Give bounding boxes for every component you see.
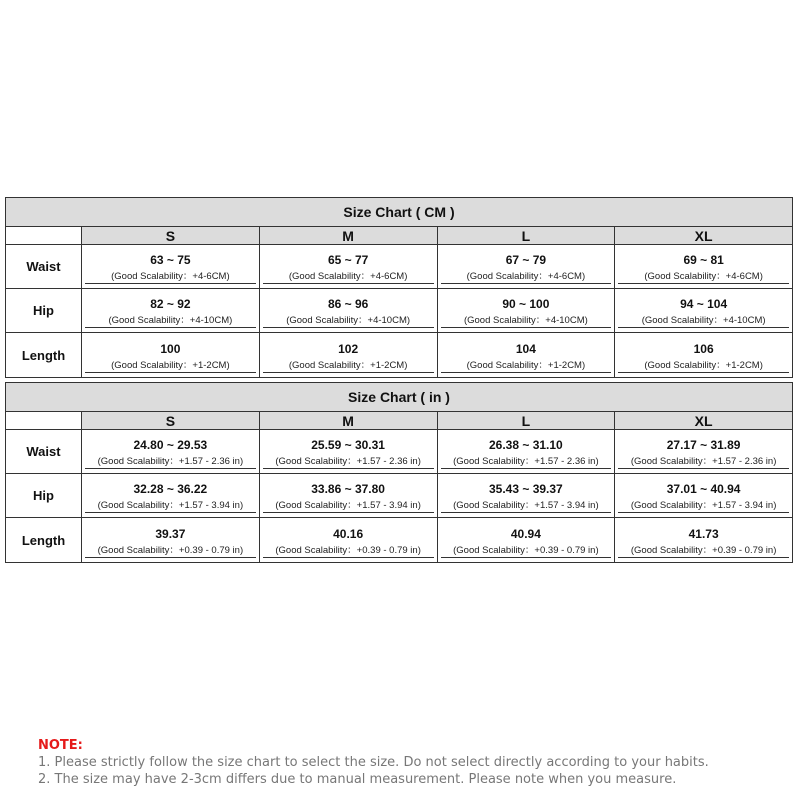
scalability-note: (Good Scalability：+1.57 - 3.94 in)	[97, 500, 244, 511]
cell-content	[618, 342, 789, 373]
measure-value: 27.17 ~ 31.89	[666, 438, 741, 452]
measure-value: 100	[160, 342, 181, 356]
measure-value: 67 ~ 79	[505, 253, 547, 267]
size-cell	[260, 289, 438, 332]
size-cell	[615, 245, 792, 288]
cell-content	[618, 482, 789, 513]
note-line-1: 1. Please strictly follow the size chart to select the size. Do not select directly according to your habits.	[38, 755, 709, 770]
cell-content	[263, 438, 434, 469]
cell-content	[85, 297, 256, 328]
cell-content	[263, 297, 434, 328]
measure-row-waist	[6, 430, 792, 474]
scalability-note: (Good Scalability：+4-10CM)	[286, 315, 411, 326]
scalability-note: (Good Scalability：+4-6CM)	[111, 271, 230, 282]
size-cell	[260, 518, 438, 562]
scalability-note: (Good Scalability：+4-10CM)	[463, 315, 588, 326]
notes-section	[38, 737, 798, 788]
scalability-note: (Good Scalability：+4-10CM)	[641, 315, 766, 326]
cell-content	[85, 482, 256, 513]
cell-content	[85, 527, 256, 558]
row-label: Waist	[6, 430, 82, 473]
size-cell	[260, 474, 438, 517]
size-cell	[438, 245, 616, 288]
measure-value: 82 ~ 92	[150, 297, 191, 311]
scalability-note: (Good Scalability：+4-6CM)	[466, 271, 586, 282]
cell-content	[85, 438, 256, 469]
measure-value: 25.59 ~ 30.31	[311, 438, 385, 452]
size-cell	[82, 474, 260, 517]
cell-content	[618, 438, 789, 469]
cell-content	[441, 438, 612, 469]
size-cell	[615, 333, 792, 377]
size-chart-cm	[5, 197, 793, 378]
measure-value: 32.28 ~ 36.22	[133, 482, 208, 496]
cell-content	[263, 253, 434, 284]
scalability-note: (Good Scalability：+1.57 - 2.36 in)	[453, 456, 599, 467]
cell-content	[263, 527, 434, 558]
measure-row-waist	[6, 245, 792, 289]
chart-title: Size Chart ( CM )	[6, 198, 792, 227]
size-header-row	[6, 227, 792, 245]
row-label: Hip	[6, 289, 82, 332]
size-cell	[438, 430, 616, 473]
scalability-note: (Good Scalability：+4-6CM)	[644, 271, 763, 282]
scalability-note: (Good Scalability：+1.57 - 3.94 in)	[453, 500, 599, 511]
size-cell	[438, 289, 616, 332]
size-cell	[82, 289, 260, 332]
measure-value: 94 ~ 104	[680, 297, 728, 311]
scalability-note: (Good Scalability：+1-2CM)	[111, 360, 230, 371]
measure-value: 90 ~ 100	[502, 297, 550, 311]
measure-value: 65 ~ 77	[327, 253, 369, 267]
measure-value: 39.37	[155, 527, 186, 541]
size-cell	[438, 333, 616, 377]
size-header-s: S	[82, 227, 260, 244]
measure-value: 106	[693, 342, 714, 356]
note-line-2: 2. The size may have 2-3cm differs due to manual measurement. Please note when you measure.	[38, 772, 677, 787]
scalability-note: (Good Scalability：+1-2CM)	[466, 360, 586, 371]
size-header-m: M	[260, 227, 438, 244]
size-header-l: L	[438, 412, 616, 429]
cell-content	[441, 482, 612, 513]
cell-content	[441, 527, 612, 558]
measure-value: 35.43 ~ 39.37	[489, 482, 563, 496]
scalability-note: (Good Scalability：+4-10CM)	[108, 315, 233, 326]
scalability-note: (Good Scalability：+4-6CM)	[288, 271, 408, 282]
measure-row-hip	[6, 289, 792, 333]
chart-title: Size Chart ( in )	[6, 383, 792, 412]
scalability-note: (Good Scalability：+1.57 - 2.36 in)	[275, 456, 421, 467]
measure-row-length	[6, 518, 792, 562]
cell-content	[263, 342, 434, 373]
measure-row-hip	[6, 474, 792, 518]
size-header-l: L	[438, 227, 616, 244]
measure-value: 24.80 ~ 29.53	[133, 438, 208, 452]
cell-content	[441, 297, 612, 328]
scalability-note: (Good Scalability：+1.57 - 2.36 in)	[630, 456, 777, 467]
size-cell	[260, 430, 438, 473]
size-cell	[260, 333, 438, 377]
scalability-note: (Good Scalability：+1-2CM)	[644, 360, 763, 371]
scalability-note: (Good Scalability：+0.39 - 0.79 in)	[453, 545, 599, 556]
size-cell	[615, 518, 792, 562]
cell-content	[85, 342, 256, 373]
size-cell	[82, 333, 260, 377]
size-cell	[615, 430, 792, 473]
size-cell	[438, 518, 616, 562]
size-cell	[615, 289, 792, 332]
size-cell	[82, 430, 260, 473]
measure-value: 26.38 ~ 31.10	[489, 438, 563, 452]
size-header-row	[6, 412, 792, 430]
size-cell	[82, 245, 260, 288]
row-label: Length	[6, 333, 82, 377]
size-chart-in	[5, 382, 793, 563]
measure-value: 102	[338, 342, 359, 356]
corner-cell	[6, 227, 82, 244]
scalability-note: (Good Scalability：+1-2CM)	[288, 360, 408, 371]
measure-value: 63 ~ 75	[150, 253, 191, 267]
cell-content	[618, 527, 789, 558]
measure-value: 69 ~ 81	[683, 253, 724, 267]
scalability-note: (Good Scalability：+1.57 - 2.36 in)	[97, 456, 244, 467]
scalability-note: (Good Scalability：+1.57 - 3.94 in)	[630, 500, 777, 511]
measure-value: 41.73	[688, 527, 719, 541]
size-cell	[260, 245, 438, 288]
scalability-note: (Good Scalability：+0.39 - 0.79 in)	[630, 545, 777, 556]
measure-row-length	[6, 333, 792, 377]
cell-content	[85, 253, 256, 284]
size-header-s: S	[82, 412, 260, 429]
cell-content	[618, 297, 789, 328]
row-label: Length	[6, 518, 82, 562]
cell-content	[263, 482, 434, 513]
scalability-note: (Good Scalability：+0.39 - 0.79 in)	[97, 545, 244, 556]
measure-value: 33.86 ~ 37.80	[311, 482, 385, 496]
row-label: Waist	[6, 245, 82, 288]
size-cell	[438, 474, 616, 517]
size-header-xl: XL	[615, 227, 792, 244]
cell-content	[618, 253, 789, 284]
scalability-note: (Good Scalability：+1.57 - 3.94 in)	[275, 500, 421, 511]
measure-value: 37.01 ~ 40.94	[666, 482, 741, 496]
size-cell	[615, 474, 792, 517]
measure-value: 40.94	[510, 527, 541, 541]
corner-cell	[6, 412, 82, 429]
size-header-m: M	[260, 412, 438, 429]
scalability-note: (Good Scalability：+0.39 - 0.79 in)	[275, 545, 421, 556]
notes-heading: NOTE:	[38, 738, 83, 753]
row-label: Hip	[6, 474, 82, 517]
measure-value: 40.16	[333, 527, 364, 541]
size-cell	[82, 518, 260, 562]
cell-content	[441, 342, 612, 373]
cell-content	[441, 253, 612, 284]
measure-value: 86 ~ 96	[327, 297, 369, 311]
measure-value: 104	[515, 342, 536, 356]
size-header-xl: XL	[615, 412, 792, 429]
